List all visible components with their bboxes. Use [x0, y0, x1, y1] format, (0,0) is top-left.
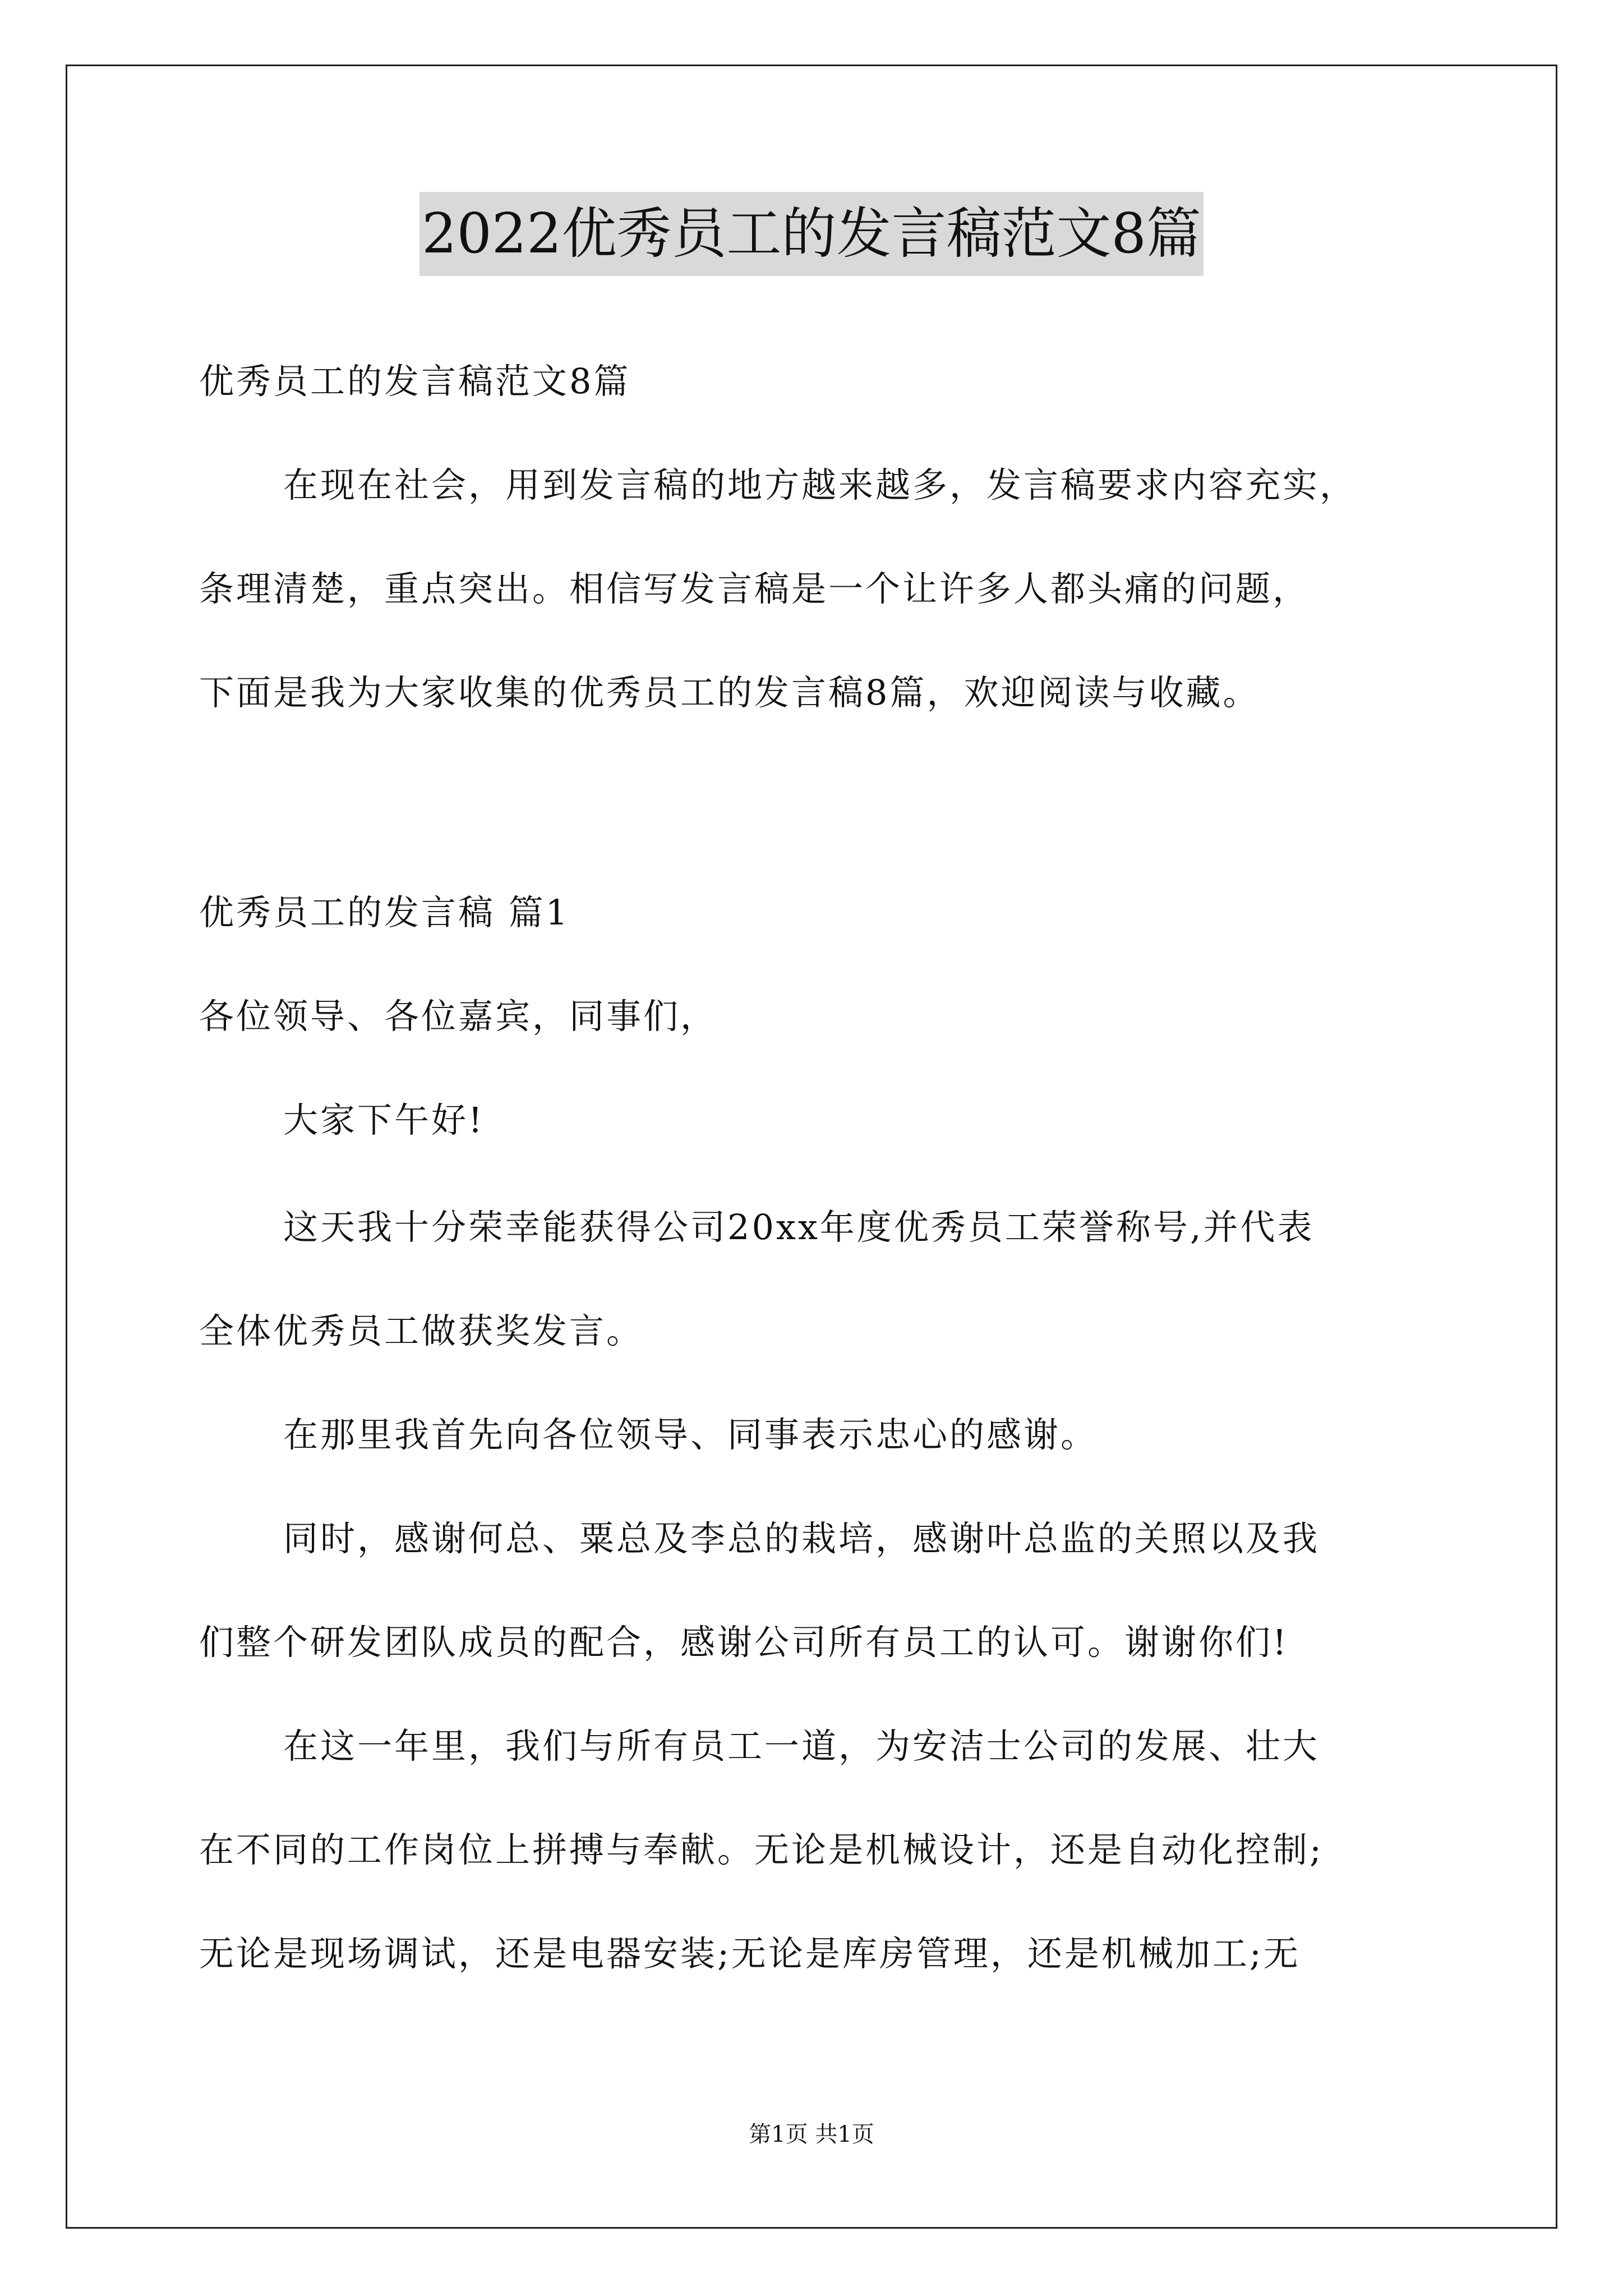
page-footer: 第1页 共1页	[749, 2122, 874, 2147]
document-subtitle: 优秀员工的发言稿范文8篇	[199, 361, 631, 402]
title-container	[0, 192, 1623, 276]
body-line-3: 在那里我首先向各位领导、同事表示忠心的感谢。	[283, 1414, 1098, 1455]
body-line-2: 全体优秀员工做获奖发言。	[199, 1310, 644, 1351]
document-title: 2022优秀员工的发言稿范文8篇	[419, 192, 1204, 276]
greeting: 大家下午好!	[283, 1099, 485, 1140]
body-line-1: 这天我十分荣幸能获得公司20xx年度优秀员工荣誉称号,并代表	[283, 1207, 1315, 1248]
intro-line-3: 下面是我为大家收集的优秀员工的发言稿8篇，欢迎阅读与收藏。	[199, 672, 1260, 713]
body-line-6: 在这一年里，我们与所有员工一道，为安洁士公司的发展、壮大	[283, 1726, 1320, 1766]
intro-line-2: 条理清楚，重点突出。相信写发言稿是一个让许多人都头痛的问题，	[199, 568, 1310, 609]
body-line-4: 同时，感谢何总、粟总及李总的栽培，感谢叶总监的关照以及我	[283, 1518, 1320, 1559]
section-heading: 优秀员工的发言稿 篇1	[199, 892, 570, 933]
salutation: 各位领导、各位嘉宾，同事们，	[199, 996, 718, 1037]
body-line-8: 无论是现场调试，还是电器安装;无论是库房管理，还是机械加工;无	[199, 1933, 1301, 1974]
intro-line-1: 在现在社会，用到发言稿的地方越来越多，发言稿要求内容充实，	[283, 464, 1357, 505]
body-line-7: 在不同的工作岗位上拼搏与奉献。无论是机械设计，还是自动化控制;	[199, 1829, 1324, 1870]
body-line-5: 们整个研发团队成员的配合，感谢公司所有员工的认可。谢谢你们!	[199, 1622, 1289, 1663]
